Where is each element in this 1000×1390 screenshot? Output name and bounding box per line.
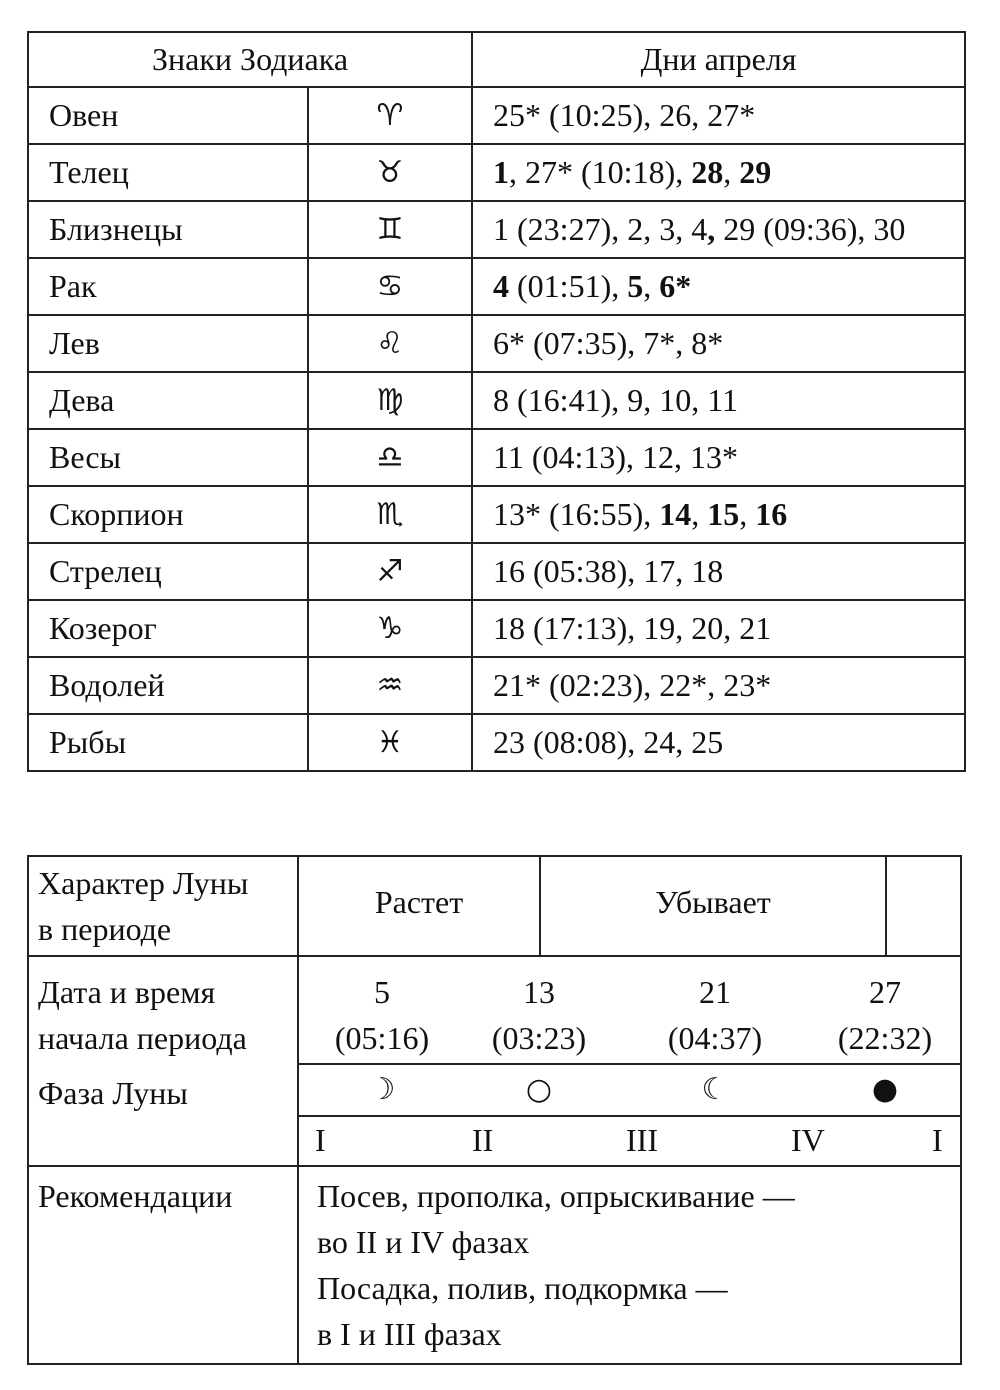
- day-text: 23 (08:08), 24, 25: [493, 724, 724, 760]
- phase-number: I: [315, 1122, 326, 1158]
- virgo-icon: ♍: [308, 372, 472, 429]
- moon-character-label-line1: Характер Луны: [38, 865, 249, 901]
- moon-growing-label: Растет: [374, 884, 464, 920]
- day-text: 1 (23:27), 2, 3, 4: [493, 211, 708, 247]
- new-moon-icon: ●: [871, 1072, 899, 1107]
- zodiac-table: [27, 31, 966, 772]
- zodiac-sign-name: Водолей: [28, 657, 308, 714]
- day-text: 25* (10:25), 26, 27*: [493, 97, 756, 133]
- zodiac-days: [472, 201, 965, 258]
- zodiac-row: [28, 372, 965, 429]
- taurus-icon: ♉: [308, 144, 472, 201]
- day-text: ,: [723, 154, 740, 190]
- zodiac-row: [28, 258, 965, 315]
- zodiac-days: [472, 486, 965, 543]
- day-text: 16 (05:38), 17, 18: [493, 553, 724, 589]
- recommendation-line: Посев, прополка, опрыскивание —: [317, 1178, 795, 1214]
- april-days-header: Дни апреля: [472, 32, 965, 87]
- zodiac-days: [472, 372, 965, 429]
- zodiac-sign-name: Дева: [28, 372, 308, 429]
- zodiac-sign-name: Лев: [28, 315, 308, 372]
- zodiac-days: [472, 315, 965, 372]
- zodiac-days: [472, 258, 965, 315]
- day-text: ,: [739, 496, 756, 532]
- recommendations-label: Рекомендации: [38, 1178, 233, 1214]
- period-day: 21: [699, 974, 731, 1010]
- last-quarter-moon-icon: ☾: [701, 1072, 729, 1107]
- zodiac-sign-name: Телец: [28, 144, 308, 201]
- zodiac-row: [28, 714, 965, 771]
- period-day: 5: [374, 974, 390, 1010]
- favorable-day: 6*: [659, 268, 692, 304]
- capricorn-icon: ♑: [308, 600, 472, 657]
- zodiac-header-row: [28, 32, 965, 87]
- recommendation-line: в I и III фазах: [317, 1316, 502, 1352]
- favorable-day: 14: [659, 496, 692, 532]
- zodiac-sign-name: Рак: [28, 258, 308, 315]
- period-day: 27: [869, 974, 901, 1010]
- cancer-icon: ♋: [308, 258, 472, 315]
- aries-icon: ♈: [308, 87, 472, 144]
- period-day: 13: [523, 974, 555, 1010]
- zodiac-sign-name: Козерог: [28, 600, 308, 657]
- zodiac-row: [28, 429, 965, 486]
- favorable-day: 28: [691, 154, 724, 190]
- moon-phase-table: [27, 855, 962, 1365]
- day-text: 29 (09:36), 30: [715, 211, 906, 247]
- day-text: , 27* (10:18),: [509, 154, 692, 190]
- zodiac-days: [472, 543, 965, 600]
- zodiac-row: [28, 201, 965, 258]
- day-text: ,: [691, 496, 708, 532]
- zodiac-row: [28, 144, 965, 201]
- period-time: (22:32): [837, 1020, 933, 1056]
- day-text: 18 (17:13), 19, 20, 21: [493, 610, 772, 646]
- day-text: (01:51),: [509, 268, 628, 304]
- zodiac-sign-name: Стрелец: [28, 543, 308, 600]
- day-text: 8 (16:41), 9, 10, 11: [493, 382, 739, 418]
- zodiac-row: [28, 657, 965, 714]
- zodiac-days: [472, 87, 965, 144]
- zodiac-days: [472, 144, 965, 201]
- full-moon-icon: ○: [525, 1072, 553, 1107]
- zodiac-row: [28, 486, 965, 543]
- zodiac-row: [28, 87, 965, 144]
- day-text: 21* (02:23), 22*, 23*: [493, 667, 772, 703]
- libra-icon: ♎: [308, 429, 472, 486]
- favorable-day: 4: [493, 268, 510, 304]
- phase-number: I: [932, 1122, 943, 1158]
- zodiac-sign-name: Рыбы: [28, 714, 308, 771]
- zodiac-sign-name: Скорпион: [28, 486, 308, 543]
- zodiac-days: [472, 429, 965, 486]
- zodiac-days: [472, 714, 965, 771]
- favorable-day: 5: [627, 268, 644, 304]
- leo-icon: ♌: [308, 315, 472, 372]
- period-start-label-line1: Дата и время: [38, 974, 216, 1010]
- period-time: (03:23): [491, 1020, 587, 1056]
- moon-waning-label: Убывает: [655, 884, 771, 920]
- favorable-day: 29: [739, 154, 772, 190]
- zodiac-row: [28, 600, 965, 657]
- day-text: 13* (16:55),: [493, 496, 660, 532]
- phase-number: IV: [791, 1122, 825, 1158]
- zodiac-days: [472, 600, 965, 657]
- favorable-day: ,: [707, 211, 716, 247]
- phase-number: III: [626, 1122, 658, 1158]
- recommendation-line: Посадка, полив, подкормка —: [317, 1270, 728, 1306]
- recommendation-line: во II и IV фазах: [317, 1224, 530, 1260]
- favorable-day: 1: [493, 154, 510, 190]
- phase-number: II: [472, 1122, 494, 1158]
- aquarius-icon: ♒: [308, 657, 472, 714]
- first-quarter-moon-icon: ☽: [368, 1072, 396, 1107]
- scorpio-icon: ♏: [308, 486, 472, 543]
- period-time: (05:16): [334, 1020, 430, 1056]
- sagittarius-icon: ♐: [308, 543, 472, 600]
- period-time: (04:37): [667, 1020, 763, 1056]
- favorable-day: 16: [755, 496, 788, 532]
- zodiac-days: [472, 657, 965, 714]
- day-text: 6* (07:35), 7*, 8*: [493, 325, 724, 361]
- zodiac-row: [28, 315, 965, 372]
- day-text: ,: [643, 268, 660, 304]
- gemini-icon: ♊: [308, 201, 472, 258]
- zodiac-row: [28, 543, 965, 600]
- favorable-day: 15: [707, 496, 740, 532]
- zodiac-sign-name: Близнецы: [28, 201, 308, 258]
- zodiac-sign-name: Весы: [28, 429, 308, 486]
- zodiac-sign-name: Овен: [28, 87, 308, 144]
- moon-character-label-line2: в периоде: [38, 911, 172, 947]
- moon-phase-label: Фаза Луны: [38, 1075, 188, 1111]
- zodiac-signs-header: Знаки Зодиака: [28, 32, 472, 87]
- period-start-label-line2: начала периода: [38, 1020, 247, 1056]
- zodiac-body: [28, 87, 965, 771]
- pisces-icon: ♓: [308, 714, 472, 771]
- day-text: 11 (04:13), 12, 13*: [493, 439, 739, 475]
